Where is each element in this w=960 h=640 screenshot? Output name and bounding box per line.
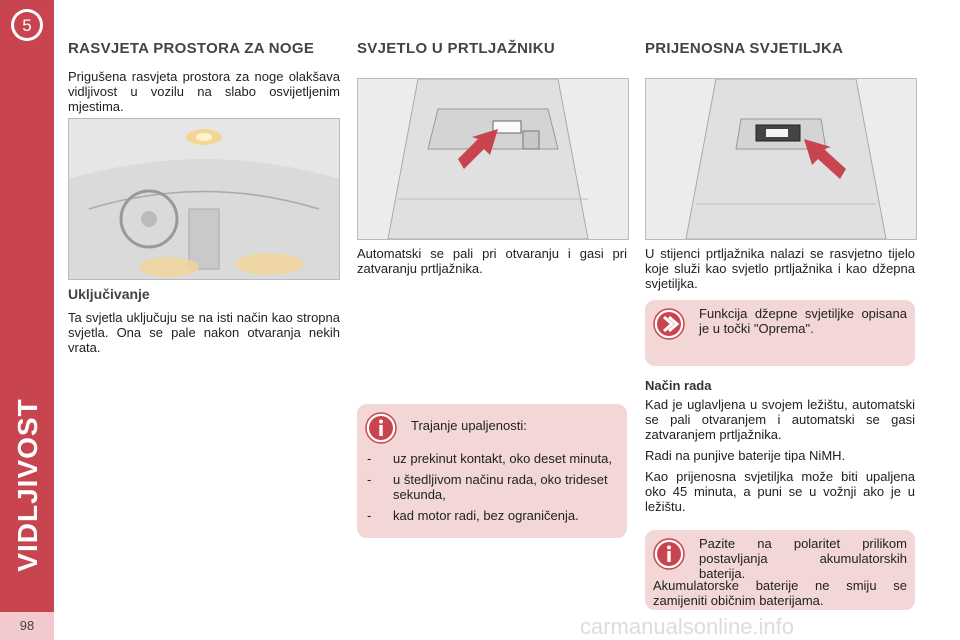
boot-light-photo: [357, 78, 629, 240]
body-operating-2: Radi na punjive baterije tipa NiMH.: [645, 448, 846, 464]
body-operating-3: Kao prijenosna svjetiljka može biti upaljena oko 45 minuta, a puni se u vožnji ako je u ležištu.: [645, 469, 915, 515]
list-item: - uz prekinut kontakt, oko deset minuta,: [357, 452, 619, 467]
list-item: - u štedljivom načinu rada, oko trideset sekunda,: [357, 473, 619, 503]
column-portable-lamp: [645, 40, 915, 69]
boot-light-illustration: [358, 79, 628, 239]
section-operating-mode: [645, 378, 915, 521]
column-boot-light: [357, 40, 627, 69]
dashboard-illustration: [69, 119, 339, 279]
note-pocket-lamp: [645, 300, 915, 366]
heading-boot-light: SVJETLO U PRTLJAŽNIKU: [357, 40, 555, 57]
column-footwell-lighting: [68, 40, 340, 120]
arrow-right-icon: [653, 308, 685, 340]
note-duration-title: Trajanje upaljenosti:: [411, 418, 527, 433]
note-duration: [357, 404, 627, 538]
body-portable-lamp: U stijenci prtljažnika nalazi se rasvjetno tijelo koje služi kao svjetlo prtljažnika i kao džepna svjetiljka.: [645, 246, 915, 292]
list-item: - kad motor radi, bez ograničenja.: [357, 509, 619, 524]
portable-lamp-illustration: [646, 79, 916, 239]
subheading-activation: Uključivanje: [68, 286, 150, 302]
chapter-number: 5: [22, 16, 32, 35]
note-batteries-polarity: Pazite na polaritet prilikom postavljanja akumulatorskih baterija.: [699, 536, 907, 582]
dashboard-photo: [68, 118, 340, 280]
heading-footwell: RASVJETA PROSTORA ZA NOGE: [68, 40, 315, 57]
info-icon: [653, 538, 685, 570]
note-batteries-warning: Akumulatorske baterije ne smiju se zamijeniti običnim baterijama.: [653, 578, 907, 609]
note-pocket-lamp-text: Funkcija džepne svjetiljke opisana je u točki "Oprema".: [699, 306, 907, 337]
page-number: 98: [0, 612, 54, 640]
section-boot-light-body: [357, 246, 627, 282]
heading-portable-lamp: PRIJENOSNA SVJETILJKA: [645, 40, 844, 57]
duration-list: [357, 452, 619, 530]
body-activation: Ta svjetla uključuju se na isti način kao stropna svjetla. Ona se pale nakon otvaranja nekih vrata.: [68, 310, 340, 356]
chapter-title: VIDLJIVOST: [12, 398, 43, 572]
info-icon: [365, 412, 397, 444]
section-portable-lamp-body: [645, 246, 915, 297]
watermark: carmanualsonline.info: [580, 614, 795, 639]
body-operating-1: Kad je uglavljena u svojem ležištu, automatski se pali otvaranjem i automatski se gasi zatvaranjem prtljažnika.: [645, 397, 915, 443]
portable-lamp-photo: [645, 78, 917, 240]
chapter-badge-icon: [10, 8, 44, 42]
intro-footwell: Prigušena rasvjeta prostora za noge olakšava vidljivost u vozilu na slabo osvijetljenim mjestima.: [68, 69, 340, 115]
chapter-sidebar: [0, 0, 54, 640]
section-activation: [68, 286, 340, 361]
subheading-operating-mode: Način rada: [645, 378, 712, 393]
body-boot-light: Automatski se pali pri otvaranju i gasi pri zatvaranju prtljažnika.: [357, 246, 627, 277]
note-batteries: [645, 530, 915, 610]
